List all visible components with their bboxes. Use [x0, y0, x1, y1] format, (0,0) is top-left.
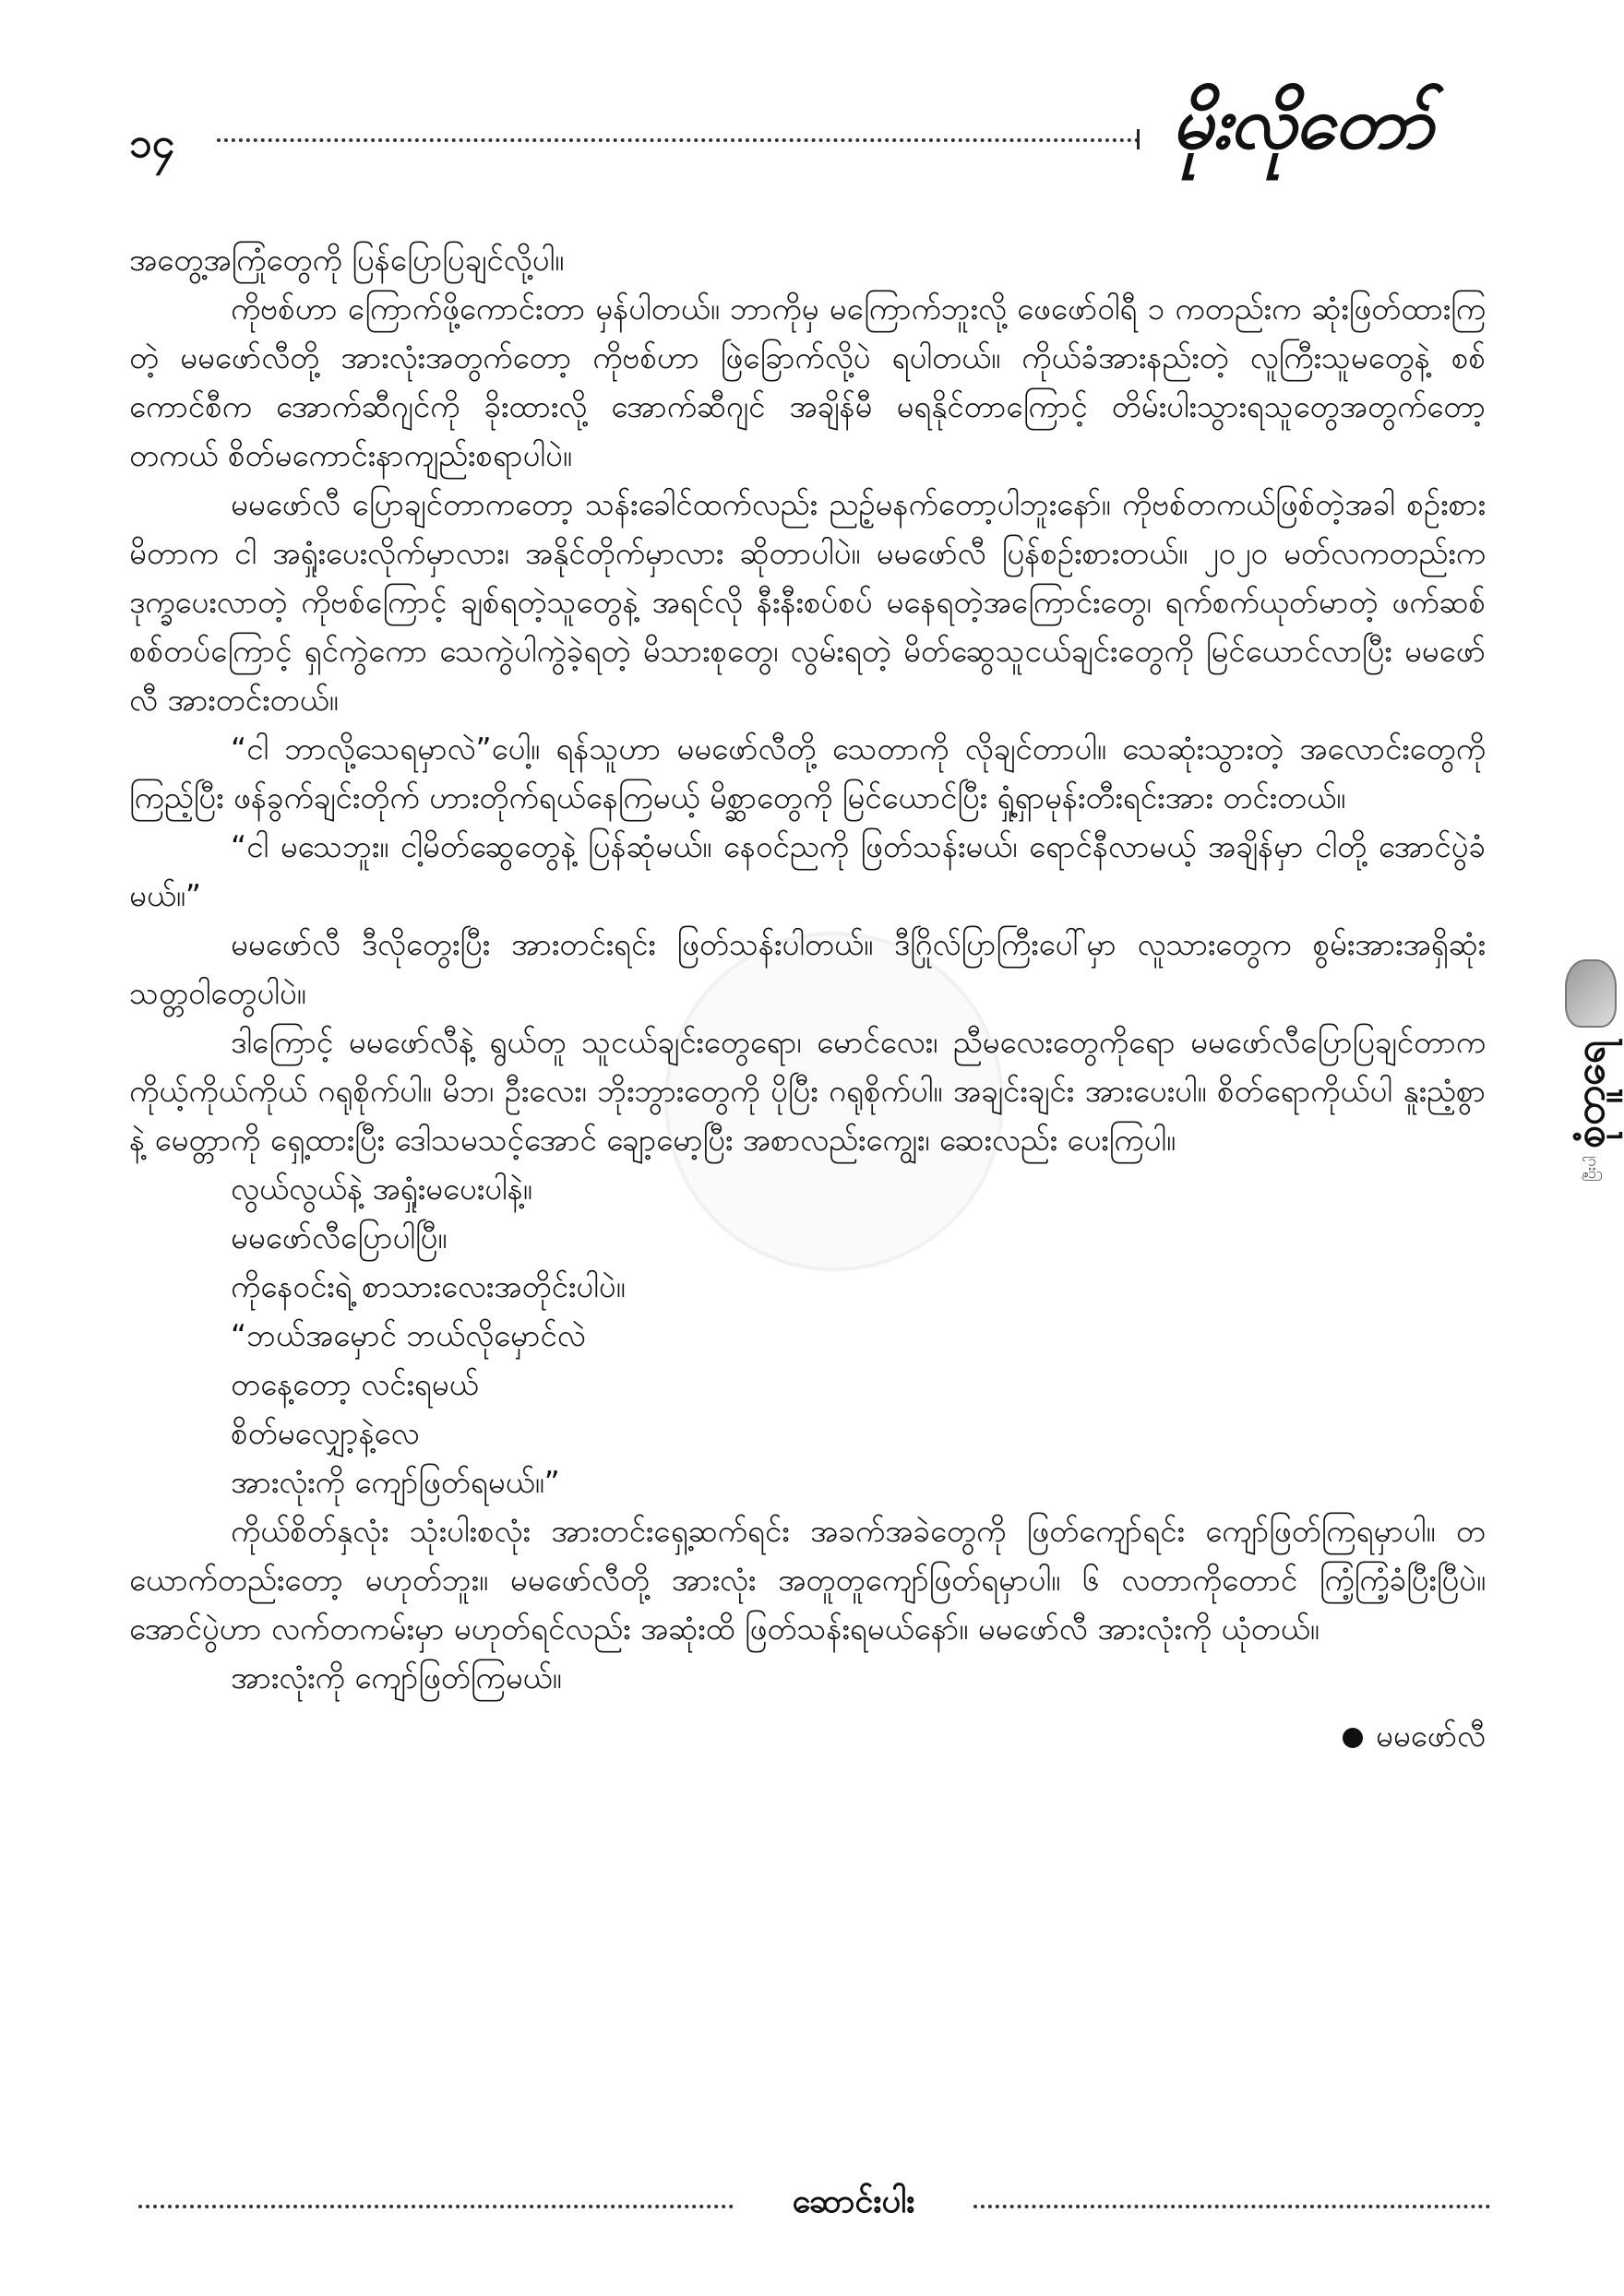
page-number: ၁၄: [129, 120, 175, 167]
article-body: [129, 235, 1486, 1760]
author-signature: [129, 1711, 1486, 1760]
header-rule-end: [1137, 129, 1140, 149]
verse-line-6: စိတ်မလျှော့နဲ့လေ: [231, 1415, 420, 1451]
footer-category: ဆောင်းပါး: [792, 2183, 915, 2220]
verse-line-1: လွယ်လွယ်နဲ့ အရှုံးမပေးပါနဲ့။: [231, 1171, 532, 1207]
paragraph-1: အတွေ့အကြုံတွေကို ပြန်ပြောပြချင်လို့ပါ။: [129, 242, 565, 278]
paragraph-3: မမဖော်လီ ပြောချင်တာကတော့ သန်းခေါင်ထက်လည်း ညဥ့်မနက်တော့ပါဘူးနော်။ ကိုဗစ်တကယ်ဖြစ်တဲ့အခါ စဉ်းစားမိတာက ငါ အရှုံးပေးလိုက်မှာလား၊ အနိုင်တိုက်မှာလား ဆိုတာပါပဲ။ မမဖော်လီ ပြန်စဉ်းစားတယ်။ ၂၀၂၀ မတ်လကတည်းက ဒုက္ခပေးလာတဲ့ ကိုဗစ်ကြောင့် ချစ်ရတဲ့သူတွေနဲ့ အရင်လို နီးနီးစပ်စပ် မနေရတဲ့အကြောင်းတွေ၊ ရက်စက်ယုတ်မာတဲ့ ဖက်ဆစ်စစ်တပ်ကြောင့် ရှင်ကွဲကော သေကွဲပါကွဲခဲ့ရတဲ့ မိသားစုတွေ၊ လွမ်းရတဲ့ မိတ်ဆွေသူငယ်ချင်းတွေကို မြင်ယောင်လာပြီး မမဖော်လီ အားတင်းတယ်။: [129, 486, 1486, 718]
section-side-tab: [1558, 959, 1624, 1264]
closing-paragraph: ကိုယ်စိတ်နှလုံး သုံးပါးစလုံး အားတင်းရှေ့ဆက်ရင်း အခက်အခဲတွေကို ဖြတ်ကျော်ရင်း ကျော်ဖြတ်ကြရမှာပါ။ တယောက်တည်းတော့ မဟုတ်ဘူး။ မမဖော်လီတို့ အားလုံး အတူတူကျော်ဖြတ်ရမှာပါ။ ၆ လတာကိုတောင် ကြံ့ကြံ့ခံပြီးပြီပဲ။ အောင်ပွဲဟာ လက်တကမ်းမှာ မဟုတ်ရင်လည်း အဆုံးထိ ဖြတ်သန်းရမယ်နော်။ မမဖော်လီ အားလုံးကို ယုံတယ်။: [129, 1513, 1486, 1647]
magazine-logo: မိုးလိုတော်: [1172, 82, 1432, 165]
verse-line-2: မမဖော်လီပြောပါပြီ။: [231, 1219, 448, 1255]
paragraph-5: “ငါ မသေဘူး။ ငါ့မိတ်ဆွေတွေနဲ့ ပြန်ဆုံမယ်။ နေဝင်ညကို ဖြတ်သန်းမယ်၊ ရောင်နီလာမယ့် အချိန်မှာ ငါတို့ အောင်ပွဲခံမယ်။”: [129, 828, 1486, 913]
verse-line-4: “ဘယ်အမှောင် ဘယ်လိုမှောင်လဲ: [231, 1317, 586, 1353]
footer-dotted-rule-right: [973, 2205, 1490, 2208]
side-tab-small-text: ပြီးပါ: [1582, 1155, 1599, 1182]
final-line: အားလုံးကို ကျော်ဖြတ်ကြမယ်။: [231, 1660, 562, 1695]
paragraph-7: ဒါကြောင့် မမဖော်လီနဲ့ ရွယ်တူ သူငယ်ချင်းတွေရော၊ မောင်လေး၊ ညီမလေးတွေကိုရော မမဖော်လီပြောပြချင်တာက ကိုယ့်ကိုယ်ကိုယ် ဂရုစိုက်ပါ။ မိဘ၊ ဦးလေး၊ ဘိုးဘွားတွေကို ပိုပြီး ဂရုစိုက်ပါ။ အချင်းချင်း အားပေးပါ။ စိတ်ရောကိုယ်ပါ နူးညံ့စွာနဲ့ မေတ္တာကို ရှေ့ထားပြီး ဒေါသမသင့်အောင် ချော့မော့ပြီး အစာလည်းကျွေး၊ ဆေးလည်း ပေးကြပါ။: [129, 1024, 1486, 1158]
author-name: မမဖော်လီ: [1376, 1718, 1486, 1754]
side-tab-label: စုံတူရေ: [1567, 1041, 1614, 1148]
verse-line-5: တနေ့တော့ လင်းရမယ်: [231, 1366, 479, 1402]
paragraph-6: မမဖော်လီ ဒီလိုတွေးပြီး အားတင်းရင်း ဖြတ်သန်းပါတယ်။ ဒီဂြိုလ်ပြာကြီးပေါ်မှာ လူသားတွေက စွမ်းအားအရှိဆုံး သတ္တဝါတွေပါပဲ။: [129, 926, 1486, 1011]
mascot-icon: [1565, 959, 1617, 1028]
verse-line-3: ကိုနေဝင်းရဲ့ စာသားလေးအတိုင်းပါပဲ။: [231, 1268, 626, 1304]
paragraph-4: “ငါ ဘာလို့သေရမှာလဲ”ပေါ့။ ရန်သူဟာ မမဖော်လီတို့ သေတာကို လိုချင်တာပါ။ သေဆုံးသွားတဲ့ အလောင်းတွေကိုကြည့်ပြီး ဖန်ခွက်ချင်းတိုက် ဟားတိုက်ရယ်နေကြမယ့် မိစ္ဆာတွေကို မြင်ယောင်ပြီး ရှုံ့ရှာမုန်းတီးရင်းအား တင်းတယ်။: [129, 731, 1486, 815]
verse-line-7: အားလုံးကို ကျော်ဖြတ်ရမယ်။”: [231, 1464, 560, 1500]
header-dotted-rule: [217, 138, 1140, 142]
footer-dotted-rule-left: [138, 2205, 734, 2208]
bullet-icon: [1343, 1728, 1363, 1748]
paragraph-2: ကိုဗစ်ဟာ ကြောက်ဖို့ကောင်းတာ မှန်ပါတယ်။ ဘာကိုမှ မကြောက်ဘူးလို့ ဖေဖော်ဝါရီ ၁ ကတည်းက ဆုံးဖြတ်ထားကြတဲ့ မမဖော်လီတို့ အားလုံးအတွက်တော့ ကိုဗစ်ဟာ ဖြဲခြောက်လို့ပဲ ရပါတယ်။ ကိုယ်ခံအားနည်းတဲ့ လူကြီးသူမတွေနဲ့ စစ်ကောင်စီက အောက်ဆီဂျင်ကို ခိုးထားလို့ အောက်ဆီဂျင် အချိန်မီ မရနိုင်တာကြောင့် တိမ်းပါးသွားရသူတွေအတွက်တော့ တကယ် စိတ်မကောင်းနာကျည်းစရာပါပဲ။: [129, 291, 1486, 473]
